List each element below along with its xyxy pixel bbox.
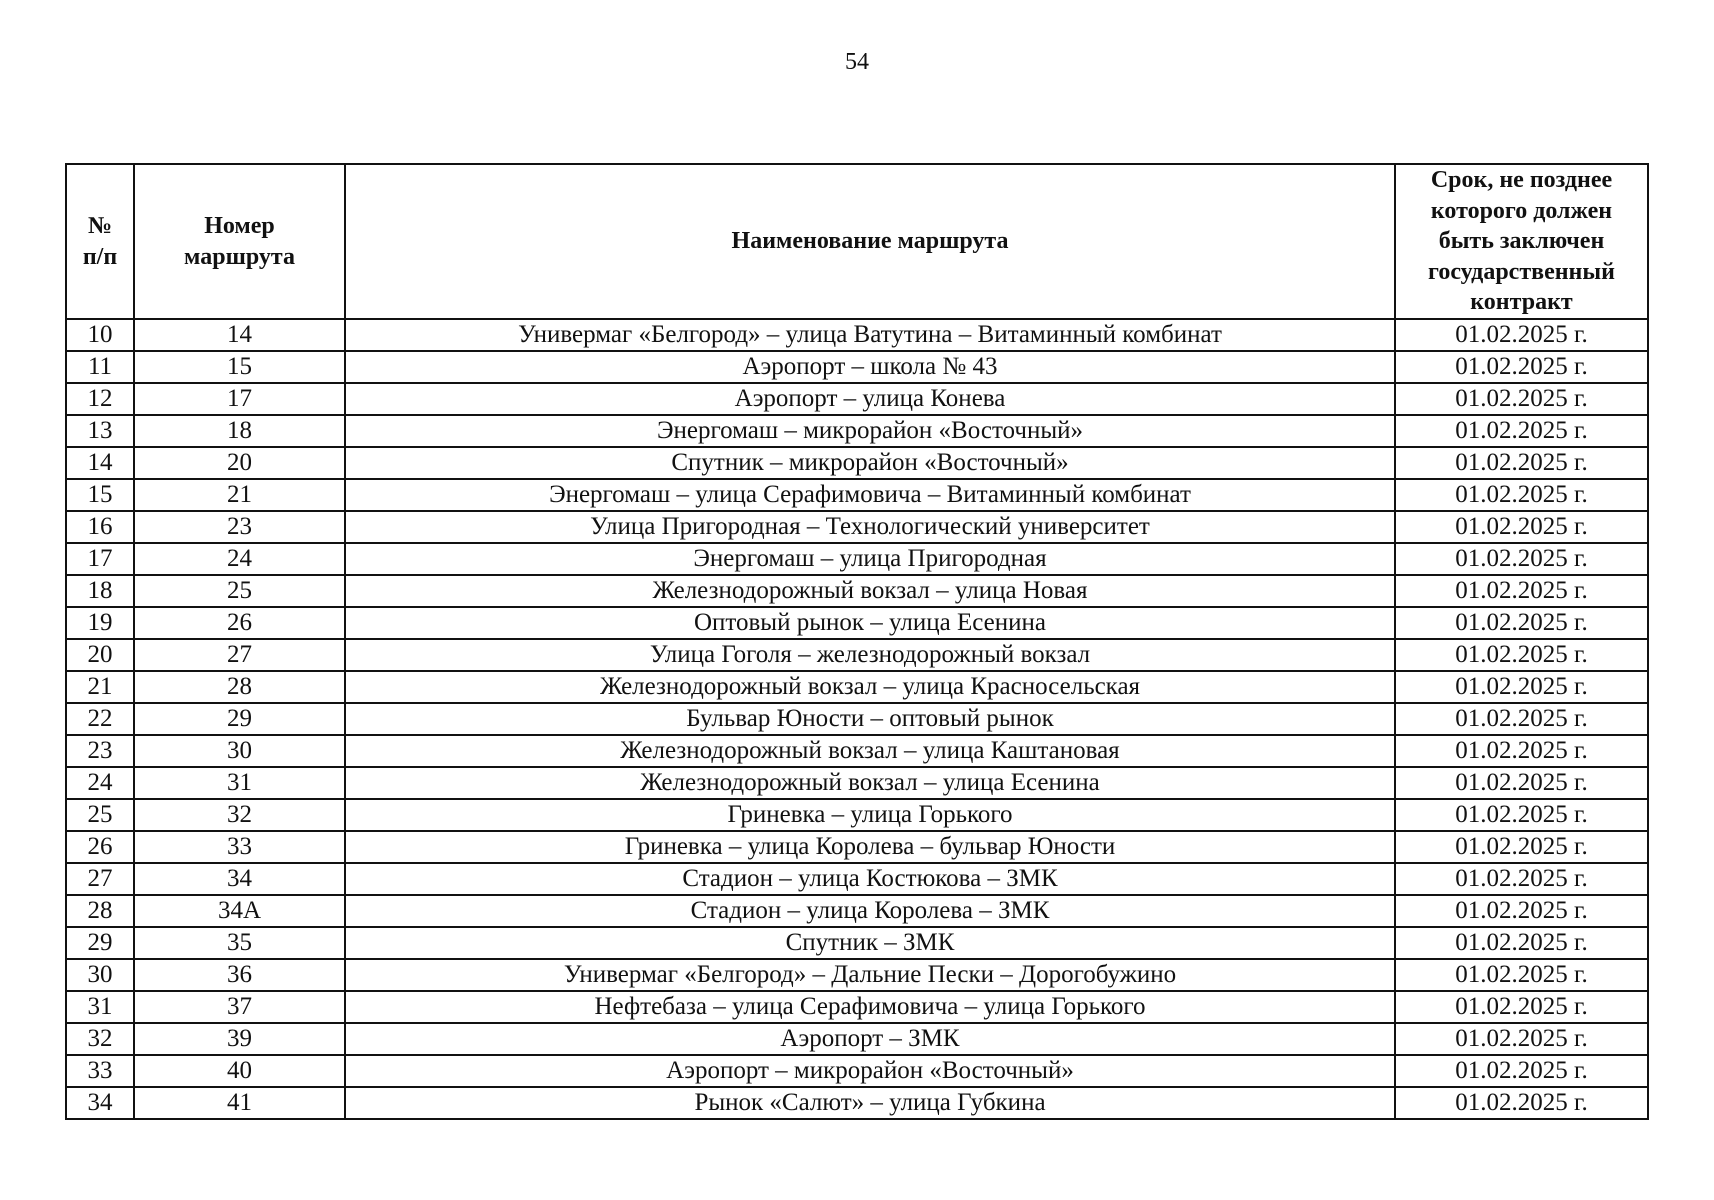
table-row [66, 671, 1648, 703]
route-name-cell: Спутник – ЗМК [345, 927, 1395, 959]
table-row [66, 703, 1648, 735]
deadline-cell: 01.02.2025 г. [1395, 415, 1648, 447]
row-number-cell: 21 [66, 671, 134, 703]
route-name-cell: Железнодорожный вокзал – улица Есенина [345, 767, 1395, 799]
row-number-cell: 31 [66, 991, 134, 1023]
route-number-cell: 17 [134, 383, 345, 415]
route-number-cell: 33 [134, 831, 345, 863]
deadline-cell: 01.02.2025 г. [1395, 319, 1648, 351]
deadline-cell: 01.02.2025 г. [1395, 543, 1648, 575]
route-number-cell: 34А [134, 895, 345, 927]
route-number-cell: 39 [134, 1023, 345, 1055]
deadline-cell: 01.02.2025 г. [1395, 479, 1648, 511]
table-row [66, 607, 1648, 639]
route-name-cell: Универмаг «Белгород» – Дальние Пески – Дорогобужино [345, 959, 1395, 991]
table-row [66, 383, 1648, 415]
table-row [66, 959, 1648, 991]
row-number-cell: 33 [66, 1055, 134, 1087]
row-number-cell: 15 [66, 479, 134, 511]
deadline-cell: 01.02.2025 г. [1395, 927, 1648, 959]
header-route-number: Номер маршрута [134, 164, 345, 319]
table-row [66, 447, 1648, 479]
row-number-cell: 27 [66, 863, 134, 895]
header-row [66, 164, 1648, 319]
route-number-cell: 27 [134, 639, 345, 671]
deadline-cell: 01.02.2025 г. [1395, 1055, 1648, 1087]
page-number: 54 [845, 49, 869, 75]
row-number-cell: 26 [66, 831, 134, 863]
route-number-cell: 28 [134, 671, 345, 703]
table-row [66, 991, 1648, 1023]
row-number-cell: 32 [66, 1023, 134, 1055]
route-name-cell: Энергомаш – улица Серафимовича – Витаминный комбинат [345, 479, 1395, 511]
route-name-cell: Спутник – микрорайон «Восточный» [345, 447, 1395, 479]
route-number-cell: 35 [134, 927, 345, 959]
deadline-cell: 01.02.2025 г. [1395, 1023, 1648, 1055]
route-name-cell: Аэропорт – микрорайон «Восточный» [345, 1055, 1395, 1087]
route-number-cell: 23 [134, 511, 345, 543]
table-row [66, 767, 1648, 799]
deadline-cell: 01.02.2025 г. [1395, 351, 1648, 383]
route-number-cell: 41 [134, 1087, 345, 1119]
route-name-cell: Железнодорожный вокзал – улица Красносельская [345, 671, 1395, 703]
route-name-cell: Бульвар Юности – оптовый рынок [345, 703, 1395, 735]
table-row [66, 799, 1648, 831]
route-name-cell: Энергомаш – микрорайон «Восточный» [345, 415, 1395, 447]
route-name-cell: Аэропорт – ЗМК [345, 1023, 1395, 1055]
route-number-cell: 40 [134, 1055, 345, 1087]
row-number-cell: 14 [66, 447, 134, 479]
row-number-cell: 20 [66, 639, 134, 671]
row-number-cell: 16 [66, 511, 134, 543]
row-number-cell: 22 [66, 703, 134, 735]
row-number-cell: 19 [66, 607, 134, 639]
route-name-cell: Энергомаш – улица Пригородная [345, 543, 1395, 575]
route-name-cell: Аэропорт – школа № 43 [345, 351, 1395, 383]
route-number-cell: 26 [134, 607, 345, 639]
header-deadline: Срок, не позднее которого должен быть заключен государственный контракт [1395, 164, 1648, 319]
row-number-cell: 34 [66, 1087, 134, 1119]
deadline-cell: 01.02.2025 г. [1395, 831, 1648, 863]
deadline-cell: 01.02.2025 г. [1395, 991, 1648, 1023]
route-number-cell: 21 [134, 479, 345, 511]
table-row [66, 543, 1648, 575]
route-name-cell: Гриневка – улица Горького [345, 799, 1395, 831]
row-number-cell: 23 [66, 735, 134, 767]
route-name-cell: Нефтебаза – улица Серафимовича – улица Горького [345, 991, 1395, 1023]
deadline-cell: 01.02.2025 г. [1395, 447, 1648, 479]
route-number-cell: 37 [134, 991, 345, 1023]
row-number-cell: 30 [66, 959, 134, 991]
deadline-cell: 01.02.2025 г. [1395, 671, 1648, 703]
deadline-cell: 01.02.2025 г. [1395, 735, 1648, 767]
deadline-cell: 01.02.2025 г. [1395, 863, 1648, 895]
deadline-cell: 01.02.2025 г. [1395, 1087, 1648, 1119]
table-row [66, 1087, 1648, 1119]
route-name-cell: Оптовый рынок – улица Есенина [345, 607, 1395, 639]
route-number-cell: 15 [134, 351, 345, 383]
route-name-cell: Стадион – улица Костюкова – ЗМК [345, 863, 1395, 895]
table-row [66, 639, 1648, 671]
row-number-cell: 17 [66, 543, 134, 575]
route-name-cell: Стадион – улица Королева – ЗМК [345, 895, 1395, 927]
row-number-cell: 29 [66, 927, 134, 959]
row-number-cell: 25 [66, 799, 134, 831]
deadline-cell: 01.02.2025 г. [1395, 959, 1648, 991]
route-number-cell: 18 [134, 415, 345, 447]
route-name-cell: Железнодорожный вокзал – улица Каштановая [345, 735, 1395, 767]
row-number-cell: 18 [66, 575, 134, 607]
route-name-cell: Аэропорт – улица Конева [345, 383, 1395, 415]
route-number-cell: 34 [134, 863, 345, 895]
route-name-cell: Железнодорожный вокзал – улица Новая [345, 575, 1395, 607]
row-number-cell: 28 [66, 895, 134, 927]
route-number-cell: 36 [134, 959, 345, 991]
route-number-cell: 14 [134, 319, 345, 351]
table-row [66, 1023, 1648, 1055]
table-row [66, 575, 1648, 607]
table-row [66, 511, 1648, 543]
deadline-cell: 01.02.2025 г. [1395, 383, 1648, 415]
table-row [66, 479, 1648, 511]
table-row [66, 831, 1648, 863]
route-name-cell: Универмаг «Белгород» – улица Ватутина – Витаминный комбинат [345, 319, 1395, 351]
route-name-cell: Гриневка – улица Королева – бульвар Юности [345, 831, 1395, 863]
route-name-cell: Улица Гоголя – железнодорожный вокзал [345, 639, 1395, 671]
deadline-cell: 01.02.2025 г. [1395, 607, 1648, 639]
route-number-cell: 24 [134, 543, 345, 575]
deadline-cell: 01.02.2025 г. [1395, 799, 1648, 831]
row-number-cell: 13 [66, 415, 134, 447]
deadline-cell: 01.02.2025 г. [1395, 703, 1648, 735]
row-number-cell: 11 [66, 351, 134, 383]
deadline-cell: 01.02.2025 г. [1395, 511, 1648, 543]
table-row [66, 1055, 1648, 1087]
route-name-cell: Улица Пригородная – Технологический университет [345, 511, 1395, 543]
deadline-cell: 01.02.2025 г. [1395, 895, 1648, 927]
route-number-cell: 31 [134, 767, 345, 799]
route-number-cell: 25 [134, 575, 345, 607]
header-num: № п/п [66, 164, 134, 319]
row-number-cell: 24 [66, 767, 134, 799]
table-row [66, 319, 1648, 351]
route-number-cell: 20 [134, 447, 345, 479]
table-row [66, 863, 1648, 895]
table-header [66, 164, 1648, 319]
route-number-cell: 32 [134, 799, 345, 831]
row-number-cell: 10 [66, 319, 134, 351]
route-name-cell: Рынок «Салют» – улица Губкина [345, 1087, 1395, 1119]
row-number-cell: 12 [66, 383, 134, 415]
route-number-cell: 29 [134, 703, 345, 735]
table-body [66, 319, 1648, 1119]
routes-table [65, 163, 1649, 1120]
table-row [66, 927, 1648, 959]
table-row [66, 895, 1648, 927]
deadline-cell: 01.02.2025 г. [1395, 639, 1648, 671]
table-row [66, 415, 1648, 447]
deadline-cell: 01.02.2025 г. [1395, 575, 1648, 607]
route-number-cell: 30 [134, 735, 345, 767]
header-route-name: Наименование маршрута [345, 164, 1395, 319]
table-row [66, 351, 1648, 383]
deadline-cell: 01.02.2025 г. [1395, 767, 1648, 799]
table-row [66, 735, 1648, 767]
